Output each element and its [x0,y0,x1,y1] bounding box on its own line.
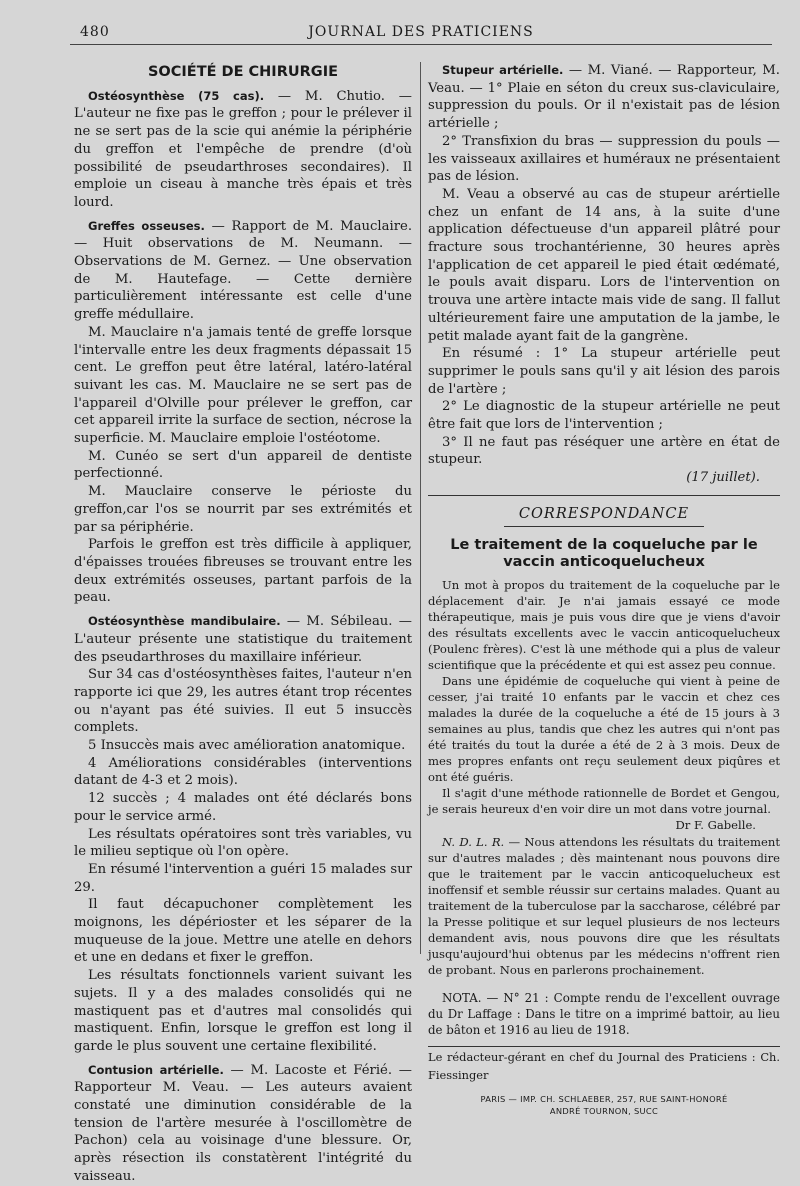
paragraph: Contusion artérielle. — M. Lacoste et Férié. — Rapporteur M. Veau. — Les auteurs avaient constaté une diminution considérable de la tension de l'artère mesurée à l'oscillomètre de Pachon) cela au voisinage d'une blessure. Or, après résection ils constatèrent l'intégrité du vaisseau. [74,1062,412,1184]
column-divider [420,62,421,954]
paragraph: 12 succès ; 4 malades ont été déclarés bons pour le service armé. [74,791,412,824]
ndlr-label: N. D. L. R. [442,835,505,850]
paragraph: Greffes osseuses. — Rapport de M. Mauclaire. — Huit observations de M. Neumann. — Observations de M. Gernez. — Une observation de M. Hautefage. — Cette dernière particulièrement intéressante est celle d'une greffe médullaire. [74,218,413,323]
rule [428,1046,780,1047]
paragraph: Sur 34 cas d'ostéosynthèses faites, l'auteur n'en rapporte ici que 29, les autres étant trop récentes ou n'ayant pas été suivies. Il eut 5 insuccès complets. [74,667,412,736]
rule [504,526,704,527]
date-line: (17 juillet). [686,470,760,486]
running-header [70,22,772,45]
paragraph: Stupeur artérielle. — M. Viané. — Rapporteur, M. Veau. — 1° Plaie en séton du creux sus-claviculaire, suppression du pouls. Or il n'existait pas de lésion artérielle ; [428,63,780,132]
paragraph: En résumé : 1° La stupeur artérielle peut supprimer le pouls sans qu'il y ait lésion des parois de l'artère ; [428,346,780,397]
nota-label: NOTA. [442,991,482,1006]
section-title: SOCIÉTÉ DE CHIRURGIE [147,64,339,80]
signature: Dr F. Gabelle. [675,817,756,832]
run-in-heading: Ostéosynthèse (75 cas). [88,88,265,103]
article-title: Le traitement de la coqueluche par le vaccin anticoquelucheux [450,536,758,570]
paragraph: 2° Transfixion du bras — suppression du pouls — les vaisseaux axillaires et huméraux ne présentaient pas de lésion. [428,133,780,185]
gerant-line: Le rédacteur-gérant en chef du Journal des Praticiens : Ch. Fiessinger [428,1050,780,1082]
paragraph: M. Veau a observé au cas de stupeur arértielle chez un enfant de 14 ans, à la suite d'une application défectueuse d'un appareil plâtré pour fracture sous trochantérienne, 30 heures après l'application de cet appareil le pied était œdématé, le pouls avait disparu. Lors de l'intervention on trouva une artère intacte mais vide de sang. Il fallut ultérieurement faire une amputation de la jambe, le petit malade ayant fait de la gangrène. [428,186,780,344]
paragraph: Un mot à propos du traitement de la coqueluche par le déplacement d'air. Je n'ai jamais essayé ce mode thérapeutique, mais je puis vous dire que je viens d'avoir des résultats excellents avec le vaccin anticoquelucheux (Poulenc frères). C'est là une méthode qui a plus de valeur scientifique que la précédente et qui est assez peu connue. [428,577,780,672]
paragraph: Les résultats opératoires sont très variables, vu le milieu septique où l'on opère. [74,826,412,860]
run-in-heading: Stupeur artérielle. [442,63,564,77]
paragraph: Dans une épidémie de coqueluche qui vient à peine de cesser, j'ai traité 10 enfants par le vaccin et chez ces malades la durée de la coqueluche a été de 15 jours à 3 semaines au plus, tandis que chez les autres qui n'ont pas été traités du tout la durée a été de 2 à 3 mois. Deux de mes propres enfants ont reçu seulement deux piqûres et ont été guéris. [428,673,780,784]
run-in-heading: Contusion artérielle. [88,1062,224,1077]
paragraph: En résumé l'intervention a guéri 15 malades sur 29. [74,861,412,895]
page-number: 480 [80,24,110,40]
paragraph: 2° Le diagnostic de la stupeur artérielle ne peut être fait que lors de l'intervention ; [428,399,780,433]
paragraph: Il faut décapuchoner complètement les moignons, les dépérioster et les séparer de la muqueuse de la joue. Mettre une atelle en dehors et une en dedans et fixer le greffon. [74,897,412,966]
nota: NOTA. — N° 21 : Compte rendu de l'excellent ouvrage du Dr Laffage : Dans le titre on a imprimé battoir, au lieu de bâton et 1916 au lieu de 1918. [428,991,780,1038]
right-column [428,62,780,1117]
paragraph: Les résultats fonctionnels varient suivant les sujets. Il y a des malades consolidés qui ne mastiquent pas et d'autres mal consolidés qui mastiquent. Enfin, lorsque le greffon est long il garde le plus souvent une certaine flexibilité. [74,968,412,1054]
imprint-line: PARIS — IMP. CH. SCHLAEBER, 257, RUE SAINT-HONORÉ [480,1093,728,1104]
run-in-heading: Ostéosynthèse mandibulaire. [88,614,281,629]
paragraph: N. D. L. R. — Nous attendons les résultats du traitement sur d'autres malades ; dès maintenant nous pouvons dire que le traitement par le vaccin anticoquelucheux est inoffensif et semble réussir sur certains malades. Quant au traitement de la tuberculose par la saccharose, célébré par la Presse politique et sur lequel plusieurs de nos lecteurs demandent avis, nous pouvons dire que les résultats jusqu'aujourd'hui obtenus par les médecins n'offrent rien de probant. Nous en parlerons prochainement. [428,835,780,978]
correspondance-heading: CORRESPONDANCE [518,505,690,522]
paragraph: M. Mauclaire conserve le périoste du greffon,car l'os se nourrit par ses extrémités et par sa périphérie. [74,484,412,535]
imprint-line: ANDRÉ TOURNON, SUCC [549,1105,659,1116]
paragraph: 3° Il ne faut pas réséquer une artère en état de stupeur. [428,434,780,468]
rule [428,495,780,496]
run-in-heading: Greffes osseuses. [88,218,205,233]
imprint [428,1093,780,1117]
paragraph: M. Cunéo se sert d'un appareil de dentiste perfectionné. [74,448,412,482]
paragraph: 5 Insuccès mais avec amélioration anatomique. [88,738,406,754]
paragraph: Il s'agit d'une méthode rationnelle de Bordet et Gengou, je serais heureux d'en voir dire un mot dans votre journal. [428,785,780,816]
paragraph: Ostéosynthèse (75 cas). — M. Chutio. — L'auteur ne fixe pas le greffon ; pour le prélever il ne se sert pas de la scie qui anémie la périphérie du greffon et l'empêche de prendre (d'où possibilité de pseudarthroses secondaires). Il emploie un ciseau à manche très épais et très lourd. [74,88,412,210]
paragraph: Parfois le greffon est très difficile à appliquer, d'épaisses trouées fibreuses se trouvant entre les deux extrémités osseuses, partant parfois de la peau. [74,537,412,606]
paragraph: M. Mauclaire n'a jamais tenté de greffe lorsque l'intervalle entre les deux fragments dépassait 15 cent. Le greffon peut être latéral, latéro-latéral suivant les cas. M. Mauclaire ne se sert pas de l'appareil d'Olville pour prélever le greffon, car cet appareil irrite la surface de section, nécrose la superficie. M. Mauclaire emploie l'ostéotome. [74,324,412,447]
left-column [74,62,412,1186]
journal-title: JOURNAL DES PRATICIENS [308,24,534,40]
paragraph: 4 Améliorations considérables (interventions datant de 4-3 et 2 mois). [74,755,412,789]
paragraph: Ostéosynthèse mandibulaire. — M. Sébileau. — L'auteur présente une statistique du traitement des pseudarthroses du maxillaire inférieur. [74,614,412,665]
